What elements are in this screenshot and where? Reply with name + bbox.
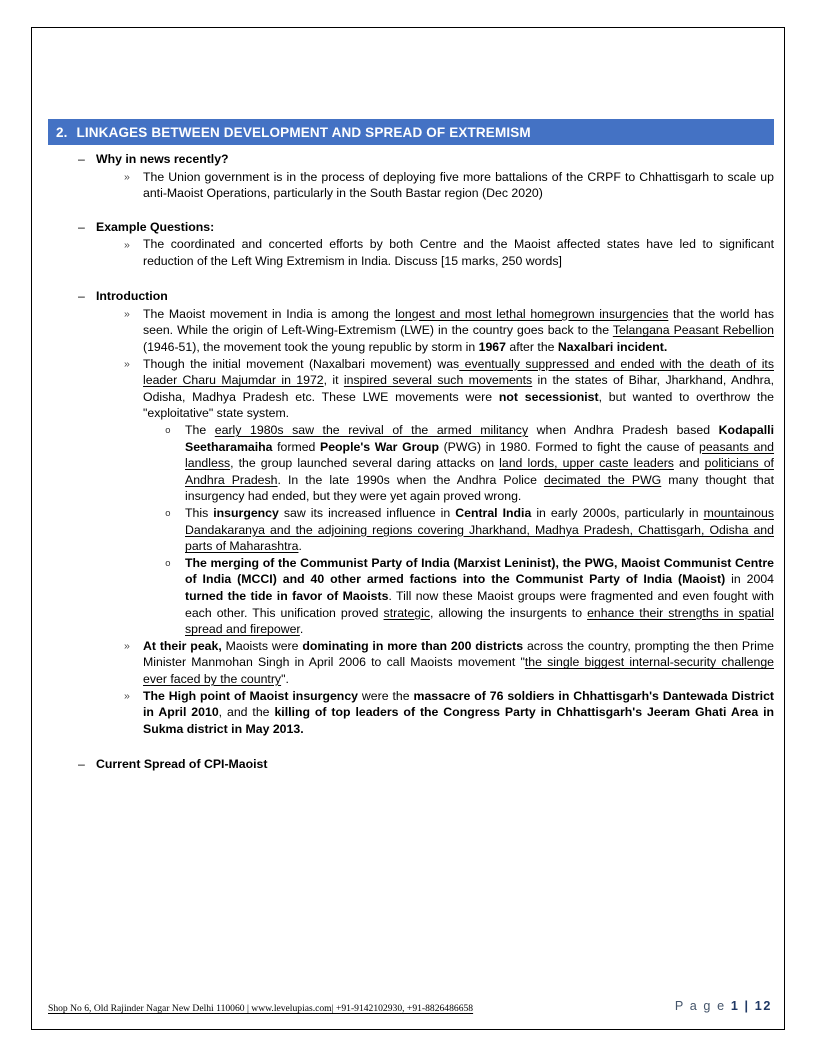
spacer bbox=[48, 202, 774, 219]
paragraph-high-point-insurgency bbox=[48, 688, 774, 738]
text-segment-underlined: the single biggest internal-security challenge ever faced by the country bbox=[143, 655, 775, 686]
heading-current-spread bbox=[48, 756, 774, 773]
text-segment-underlined: Telangana Peasant Rebellion bbox=[612, 323, 774, 338]
text-segment: that the world has seen. While the origin of Left-Wing-Extremism (LWE) in the country goes back to the bbox=[143, 306, 774, 338]
text-segment: and bbox=[673, 456, 705, 471]
text-segment-bold: not secessionist bbox=[498, 389, 599, 404]
text-segment: The Maoist movement in India is among the bbox=[143, 306, 396, 321]
text-segment: . bbox=[298, 539, 302, 554]
dash-marker-icon: – bbox=[78, 289, 85, 304]
text-segment-bold: insurgency bbox=[213, 506, 279, 520]
text-segment: when Andhra Pradesh based bbox=[528, 423, 719, 438]
text-segment: . In the late 1990s when the Andhra Police bbox=[277, 472, 544, 487]
text-segment: (PWG) in 1980. Formed to fight the cause of bbox=[438, 439, 699, 454]
text-segment-bold: People's War Group bbox=[320, 439, 439, 454]
paragraph-at-their-peak bbox=[48, 638, 774, 688]
text-segment-underlined: peasants and landless bbox=[185, 439, 775, 471]
text-segment: in the states of Bihar, Jharkhand, Andhra, Odisha, Madhya Pradesh etc. These LWE movements were bbox=[143, 373, 775, 404]
page-current: 1 bbox=[730, 999, 740, 1013]
text-segment-bold: Kodapalli Seetharamaiha bbox=[185, 423, 775, 454]
text-segment-underlined: decimated the PWG bbox=[543, 472, 662, 487]
text-segment: , allowing the insurgents to bbox=[430, 605, 588, 620]
text-segment: , but wanted to overthrow the "exploitative" state system. bbox=[143, 389, 775, 421]
text-segment-underlined: early 1980s saw the revival of the armed militancy bbox=[214, 423, 529, 438]
text-segment: . bbox=[299, 622, 304, 637]
text-segment: Maoists were bbox=[221, 638, 303, 653]
text-segment: saw its increased influence in bbox=[278, 506, 456, 520]
page-label: P a g e bbox=[674, 999, 726, 1013]
paragraph-central-india-influence bbox=[48, 505, 774, 555]
chevron-marker-icon: » bbox=[124, 308, 130, 321]
text-segment-underlined: strategic bbox=[383, 605, 431, 620]
text-segment-bold: 1967 bbox=[478, 340, 506, 355]
text-segment: , it bbox=[323, 373, 344, 388]
heading-introduction-label: Introduction bbox=[96, 289, 168, 304]
paragraph-early-1980s-pwg bbox=[48, 422, 774, 505]
section-number: 2. bbox=[56, 124, 68, 140]
text-segment-bold: At their peak, bbox=[143, 638, 222, 653]
text-segment-underlined: enhance their strengths in spatial spread and firepower bbox=[185, 605, 774, 637]
paragraph-merging-cpi-maoist bbox=[48, 555, 774, 638]
dash-marker-icon: – bbox=[78, 757, 85, 772]
text-segment: formed bbox=[272, 439, 320, 454]
text-segment-bold: massacre of 76 soldiers in Chhattisgarh's Dantewada District in April 2010 bbox=[143, 688, 774, 720]
heading-example-questions-label: Example Questions: bbox=[96, 219, 215, 234]
footer-address: Shop No 6, Old Rajinder Nagar New Delhi 110060 | www.levelupias.com| +91-9142102930, +91-8826486658 bbox=[48, 1003, 474, 1014]
text-segment-underlined: longest and most lethal homegrown insurgencies bbox=[395, 306, 669, 321]
text-segment-underlined: politicians of Andhra Pradesh bbox=[185, 456, 774, 487]
text-segment-bold: turned the tide in favor of Maoists bbox=[185, 588, 389, 603]
text-segment: ". bbox=[281, 671, 289, 686]
document-page bbox=[31, 27, 785, 1030]
text-segment: , and the bbox=[218, 705, 275, 720]
text-segment: after the bbox=[505, 340, 558, 355]
text-segment-bold: Naxalbari incident. bbox=[557, 340, 668, 355]
text-segment: in early 2000s, particularly in bbox=[531, 506, 704, 520]
text-segment: in 2004 bbox=[725, 572, 775, 587]
circle-marker-icon: o bbox=[165, 557, 171, 569]
spacer bbox=[48, 737, 774, 756]
document-body bbox=[48, 151, 774, 774]
page-title: LINKAGES BETWEEN DEVELOPMENT AND SPREAD OF EXTREMISM bbox=[76, 124, 531, 140]
heading-introduction bbox=[48, 288, 774, 305]
text-segment-bold: Central India bbox=[455, 506, 532, 520]
chevron-marker-icon: » bbox=[124, 238, 130, 251]
chevron-marker-icon: » bbox=[124, 171, 130, 183]
text-segment: . Till now these Maoist groups were fragmented and even fought with each other. This unification proved bbox=[185, 588, 774, 620]
text-segment-underlined: mountainous Dandakaranya and the adjoining regions covering Jharkhand, Madhya Pradesh, Chattisgarh, Odisha and parts of Maharashtra bbox=[185, 506, 774, 554]
heading-why-in-news-label: Why in news recently? bbox=[96, 152, 229, 166]
circle-marker-icon: o bbox=[165, 425, 171, 437]
text-segment: were the bbox=[358, 688, 414, 703]
chevron-marker-icon: » bbox=[124, 640, 130, 653]
text-segment-underlined: inspired several such movements bbox=[343, 373, 533, 388]
page-number bbox=[675, 999, 772, 1013]
text-segment: This bbox=[185, 506, 214, 520]
chevron-marker-icon: » bbox=[124, 690, 130, 703]
bullet-text: The Union government is in the process of deploying five more battalions of the CRPF to Chhattisgarh to scale up anti-Maoist Operations, particularly in the South Bastar region (Dec 2020) bbox=[143, 169, 774, 201]
circle-marker-icon: o bbox=[165, 508, 171, 519]
paragraph-initial-movement-suppressed bbox=[48, 356, 774, 422]
text-segment-bold: killing of top leaders of the Congress Party in Chhattisgarh's Jeeram Ghati Area in Sukma district in May 2013. bbox=[143, 705, 775, 736]
text-segment: across the country, prompting the then Prime Minister Manmohan Singh in April 2006 to call Maoists movement " bbox=[143, 638, 774, 670]
text-segment: The bbox=[185, 423, 215, 438]
page-separator: | bbox=[744, 999, 750, 1013]
spacer bbox=[48, 269, 774, 288]
dash-marker-icon: – bbox=[78, 219, 85, 234]
paragraph-maoist-movement-origin bbox=[48, 306, 774, 356]
section-heading-bar bbox=[48, 119, 774, 145]
bullet-why-in-news-1 bbox=[48, 169, 774, 202]
dash-marker-icon: – bbox=[78, 152, 85, 166]
heading-example-questions bbox=[48, 219, 774, 236]
text-segment-bold: The High point of Maoist insurgency bbox=[143, 688, 358, 703]
heading-why-in-news bbox=[48, 151, 774, 168]
bullet-example-question-1 bbox=[48, 236, 774, 269]
text-segment: , the group launched several daring attacks on bbox=[230, 456, 500, 471]
chevron-marker-icon: » bbox=[124, 358, 130, 371]
text-segment: (1946-51), the movement took the young republic by storm in bbox=[143, 340, 479, 355]
text-segment: many thought that insurgency had ended, but they were yet again proved wrong. bbox=[185, 472, 774, 504]
bullet-text: The coordinated and concerted efforts by both Centre and the Maoist affected states have led to significant reduction of the Left Wing Extremism in India. Discuss [15 marks, 250 words] bbox=[143, 237, 774, 268]
page-footer bbox=[48, 989, 774, 1027]
page-total: 12 bbox=[754, 999, 772, 1013]
text-segment: Though the initial movement (Naxalbari movement) was bbox=[143, 356, 460, 371]
text-segment-underlined: land lords, upper caste leaders bbox=[499, 456, 674, 471]
text-segment-underlined: eventually suppressed and ended with the death of its leader Charu Majumdar in 1972 bbox=[143, 356, 774, 388]
text-segment-bold: The merging of the Communist Party of India (Marxist Leninist), the PWG, Maoist Communist Centre of India (MCCI) and 40 other armed factions into the Communist Party of India (Maoist) bbox=[185, 555, 774, 587]
heading-current-spread-label: Current Spread of CPI-Maoist bbox=[96, 757, 268, 772]
text-segment-bold: dominating in more than 200 districts bbox=[302, 638, 524, 653]
